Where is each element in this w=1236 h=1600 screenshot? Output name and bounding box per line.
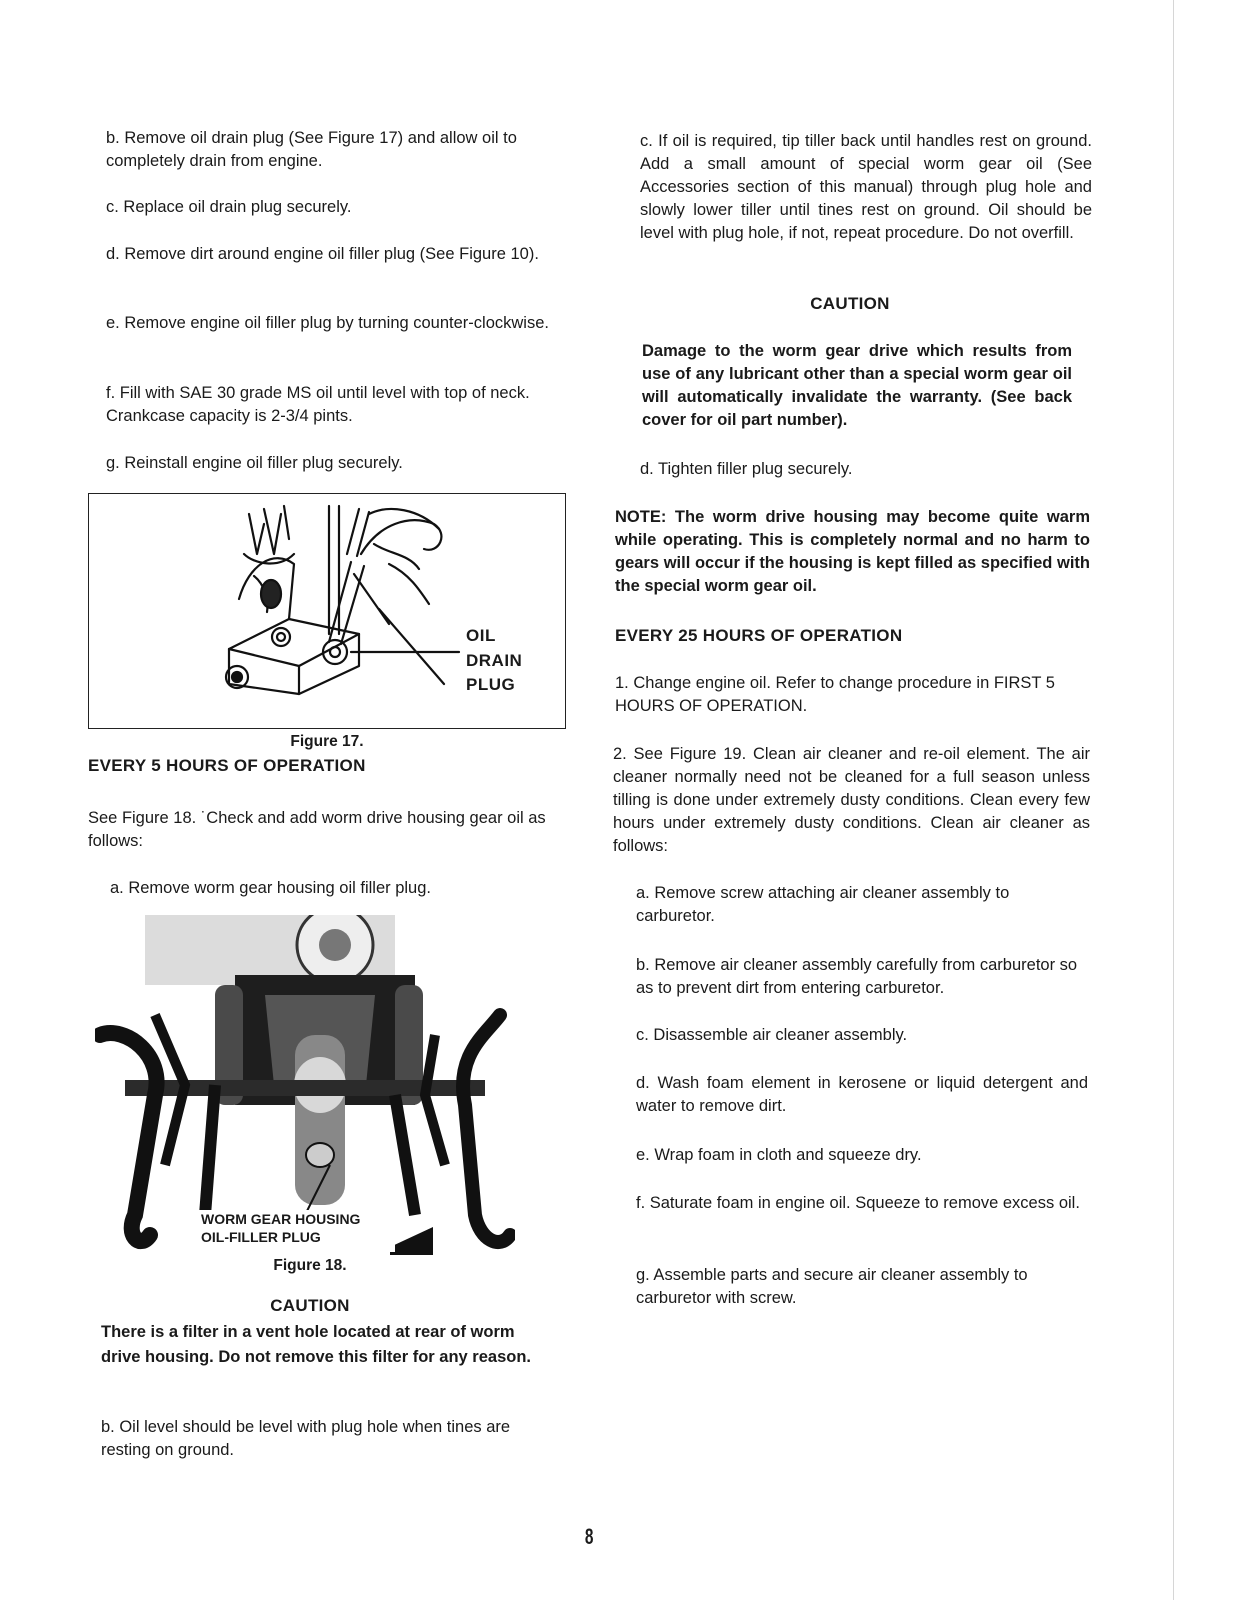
heading-every-5-hours: EVERY 5 HOURS OF OPERATION <box>88 756 366 775</box>
step-2-clean-air-cleaner: 2. See Figure 19. Clean air cleaner and re-oil element. The air cleaner normally need not be cleaned for a full season unless tilling is done under extremely dusty conditions. Clean every few hours under extremely dusty conditions. Clean air cleaner as follows: <box>613 745 1090 855</box>
figure-18-label-line1: WORM GEAR HOUSING <box>201 1211 361 1227</box>
step-g-assemble-parts: g. Assemble parts and secure air cleaner assembly to carburetor with screw. <box>636 1266 1028 1307</box>
caution-heading-right: CAUTION <box>810 294 890 313</box>
step-e-remove-filler-plug: e. Remove engine oil filler plug by turning counter-clockwise. <box>106 314 549 332</box>
figure-17-box <box>88 493 566 729</box>
caution-text-right: Damage to the worm gear drive which results from use of any lubricant other than a special worm gear oil will automatically invalidate the warranty. (See back cover for oil part number). <box>642 342 1072 429</box>
page-edge-line <box>1173 0 1174 1600</box>
step-5a-remove-worm-plug: a. Remove worm gear housing oil filler plug. <box>110 879 431 897</box>
step-g-reinstall-plug: g. Reinstall engine oil filler plug securely. <box>106 454 403 472</box>
figure-18-label-line2: OIL-FILLER PLUG <box>201 1229 321 1245</box>
step-d-remove-dirt: d. Remove dirt around engine oil filler plug (See Figure 10). <box>106 245 539 263</box>
figure-17-label-plug: PLUG <box>466 675 516 694</box>
note-worm-drive-warm: NOTE: The worm drive housing may become quite warm while operating. This is completely normal and no harm to gears will occur if the housing is kept filled as specified with the special worm gear oil. <box>615 508 1090 595</box>
step-d-wash-foam: d. Wash foam element in kerosene or liquid detergent and water to remove dirt. <box>636 1074 1088 1115</box>
figure-17-caption: Figure 17. <box>290 733 364 750</box>
intro-5-hours: See Figure 18. ˙Check and add worm drive housing gear oil as follows: <box>88 809 546 850</box>
step-f-fill-oil: f. Fill with SAE 30 grade MS oil until level with top of neck. Crankcase capacity is 2-3/4 pints. <box>106 384 530 425</box>
step-c-disassemble: c. Disassemble air cleaner assembly. <box>636 1026 908 1044</box>
page-number: 8 <box>584 1524 594 1549</box>
step-b-remove-air-cleaner: b. Remove air cleaner assembly carefully from carburetor so as to prevent dirt from entering carburetor. <box>636 956 1078 997</box>
step-b-remove-drain-plug: b. Remove oil drain plug (See Figure 17) and allow oil to completely drain from engine. <box>106 129 517 170</box>
step-f-saturate-foam: f. Saturate foam in engine oil. Squeeze to remove excess oil. <box>636 1194 1080 1212</box>
caution-text-left: There is a filter in a vent hole located at rear of worm drive housing. Do not remove this filter for any reason. <box>101 1323 531 1366</box>
step-1-change-oil: 1. Change engine oil. Refer to change procedure in FIRST 5 HOURS OF OPERATION. <box>615 674 1055 715</box>
heading-every-25-hours: EVERY 25 HOURS OF OPERATION <box>615 626 903 645</box>
step-e-wrap-foam: e. Wrap foam in cloth and squeeze dry. <box>636 1146 922 1164</box>
step-5b-oil-level: b. Oil level should be level with plug hole when tines are resting on ground. <box>101 1418 511 1459</box>
figure-17-label-oil: OIL <box>466 626 496 645</box>
step-c-replace-drain-plug: c. Replace oil drain plug securely. <box>106 198 352 216</box>
step-c-add-worm-oil: c. If oil is required, tip tiller back until handles rest on ground. Add a small amount of special worm gear oil (See Accessories section of this manual) through plug hole and slowly lower tiller until tines rest on ground. Oil should be level with plug hole, if not, repeat procedure. Do not overfill. <box>640 132 1092 242</box>
step-d-tighten-plug: d. Tighten filler plug securely. <box>640 460 853 478</box>
figure-17-label-drain: DRAIN <box>466 651 523 670</box>
caution-heading-left: CAUTION <box>270 1296 350 1315</box>
step-a-remove-screw: a. Remove screw attaching air cleaner assembly to carburetor. <box>636 884 1010 925</box>
figure-18-caption: Figure 18. <box>273 1257 347 1274</box>
